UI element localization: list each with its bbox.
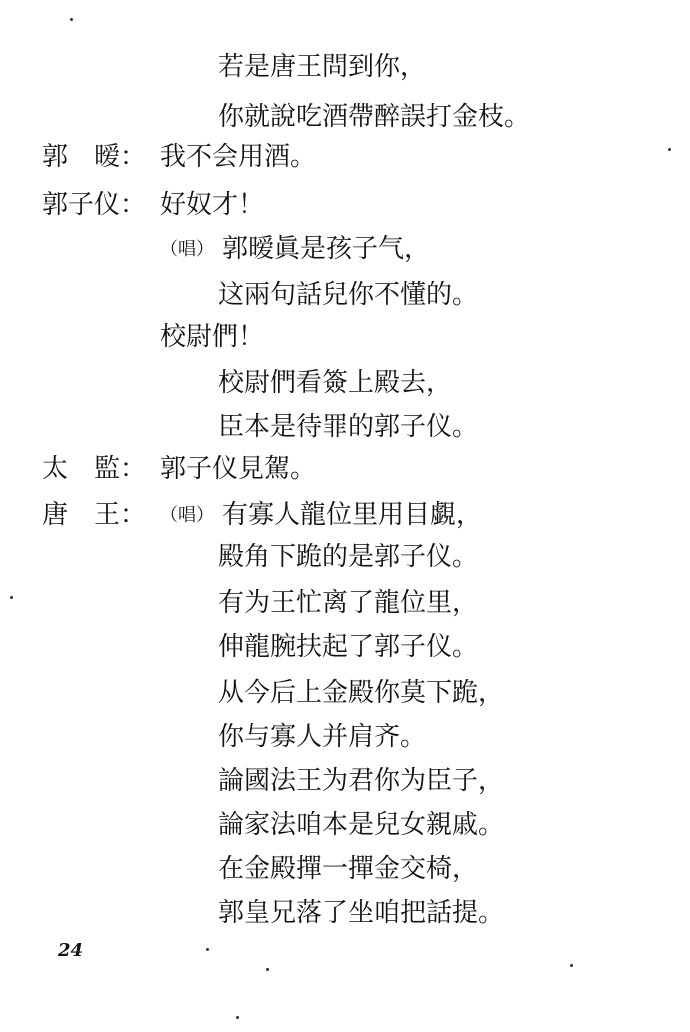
verse-line: 校尉們看簽上殿去， [218, 368, 453, 398]
verse-text: 郭暧眞是孩子气， [222, 234, 431, 264]
sung-line [160, 232, 430, 267]
sing-cue: （唱） [160, 239, 214, 260]
verse-line: 臣本是待罪的郭子仪。 [218, 412, 479, 442]
verse-line: 从今后上金殿你莫下跪， [218, 678, 505, 708]
verse-line: 你就說吃酒帶醉誤打金枝。 [218, 102, 531, 132]
scan-speck [570, 964, 573, 967]
dialogue-line: 校尉們！ [160, 322, 265, 352]
page-number: 24 [58, 940, 84, 961]
speaker-guo-ziyi: 郭子仪： [42, 190, 147, 220]
verse-text: 有寡人龍位里用目覷， [222, 500, 483, 530]
verse-line: 在金殿撣一撣金交椅， [218, 854, 479, 884]
verse-line: 伸龍腕扶起了郭子仪。 [218, 632, 479, 662]
speaker-eunuch: 太 監： [42, 454, 147, 484]
sung-line [160, 498, 482, 533]
verse-line: 若是唐王問到你， [218, 52, 427, 82]
dialogue-line: 好奴才！ [160, 190, 265, 220]
scan-speck [236, 1016, 239, 1019]
sing-cue: （唱） [160, 505, 214, 526]
scan-speck [70, 18, 73, 21]
scan-speck [668, 148, 671, 151]
scan-speck [206, 948, 209, 951]
speaker-tang-king: 唐 王： [42, 500, 147, 530]
scan-speck [266, 968, 269, 971]
verse-line: 論家法咱本是兒女親戚。 [218, 810, 505, 840]
dialogue-line: 我不会用酒。 [160, 142, 317, 172]
verse-line: 殿角下跪的是郭子仪。 [218, 542, 479, 572]
verse-line: 論國法王为君你为臣子， [218, 766, 505, 796]
verse-line: 这兩句話兒你不懂的。 [218, 280, 479, 310]
verse-line: 你与寡人并肩齐。 [218, 722, 427, 752]
speaker-guo-ai: 郭 暧： [42, 142, 147, 172]
scan-speck [10, 596, 13, 599]
verse-line: 郭皇兄落了坐咱把話提。 [218, 898, 505, 928]
verse-line: 有为王忙离了龍位里， [218, 588, 479, 618]
dialogue-line: 郭子仪見駕。 [160, 454, 317, 484]
